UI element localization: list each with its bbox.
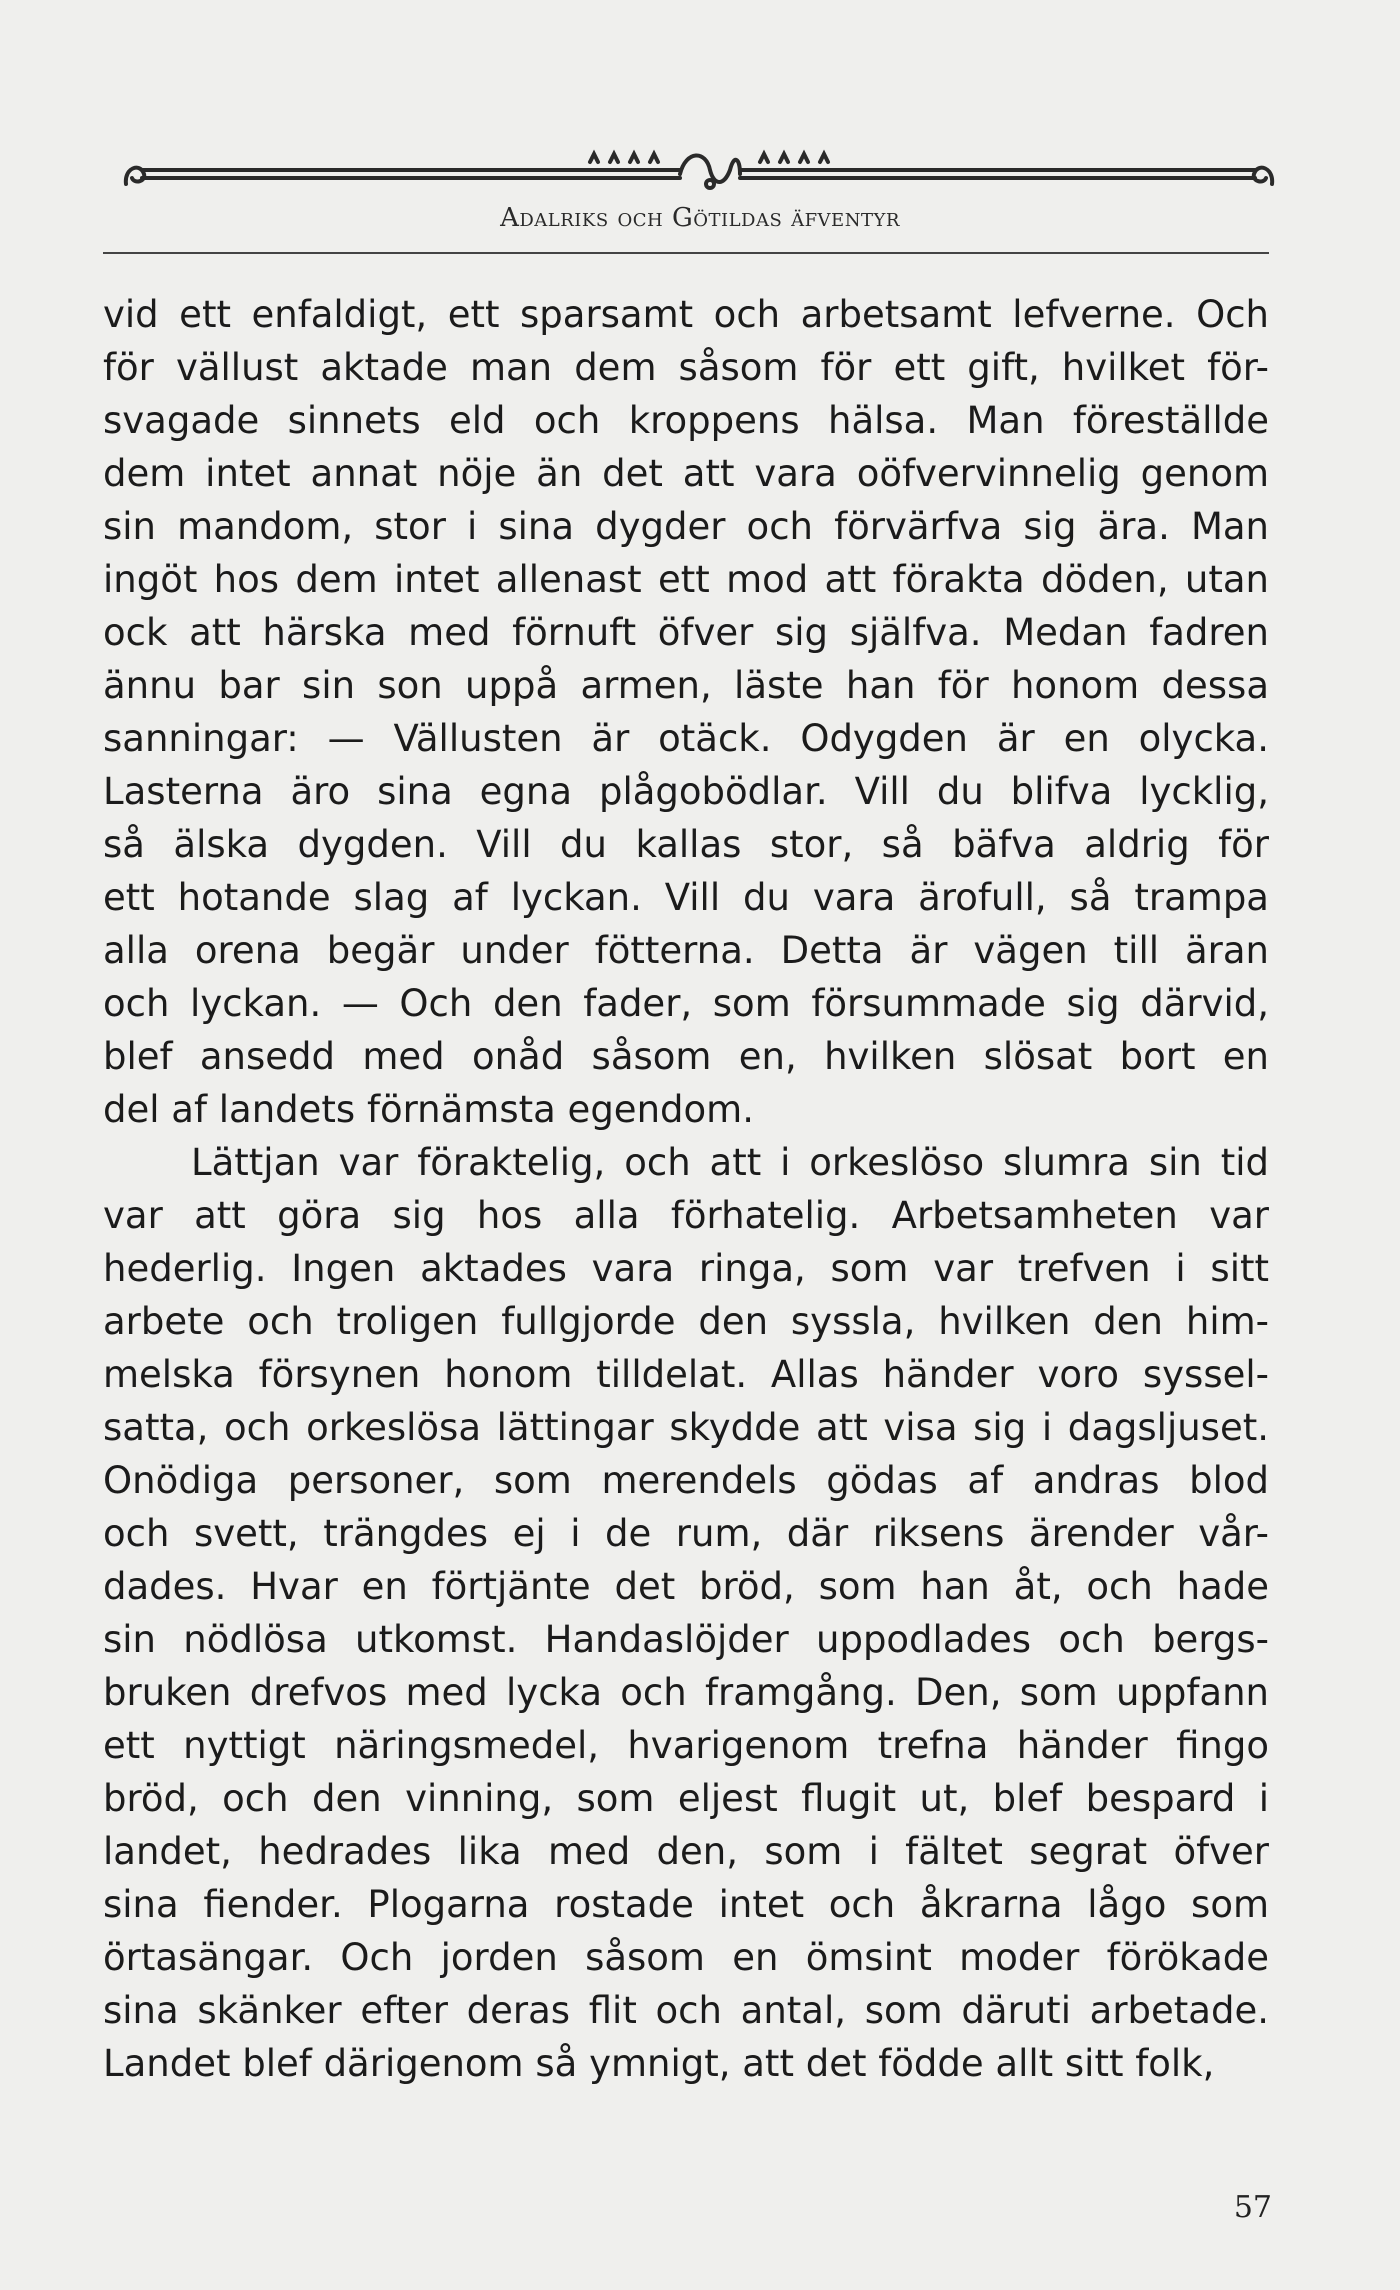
text-line: Lasterna äro sina egna plågobödlar. Vill du blifva lycklig, bbox=[103, 770, 1269, 813]
page-number: 57 bbox=[1233, 2190, 1272, 2225]
text-line: satta, och orkeslösa lättingar skydde att visa sig i dagsljuset. bbox=[103, 1406, 1269, 1449]
text-line: ett hotande slag af lyckan. Vill du vara ärofull, så trampa bbox=[103, 876, 1269, 919]
text-line: ock att härska med förnuft öfver sig själfva. Medan fadren bbox=[103, 611, 1269, 654]
text-line: alla orena begär under fötterna. Detta är vägen till äran bbox=[103, 929, 1269, 972]
text-line: och lyckan. — Och den fader, som försummade sig därvid, bbox=[103, 982, 1269, 1025]
text-line: del af landets förnämsta egendom. bbox=[103, 1088, 754, 1131]
header-rule bbox=[103, 252, 1269, 254]
text-line: Landet blef därigenom så ymnigt, att det födde allt sitt folk, bbox=[103, 2042, 1215, 2085]
text-line: bruken drefvos med lycka och framgång. Den, som uppfann bbox=[103, 1671, 1269, 1714]
text-line: ännu bar sin son uppå armen, läste han för honom dessa bbox=[103, 664, 1269, 707]
text-line: dades. Hvar en förtjänte det bröd, som han åt, och hade bbox=[103, 1565, 1269, 1608]
body-text bbox=[103, 288, 1269, 2090]
text-line: melska försynen honom tilldelat. Allas händer voro syssel- bbox=[103, 1353, 1269, 1396]
text-line: sina fiender. Plogarna rostade intet och åkrarna lågo som bbox=[103, 1883, 1269, 1926]
running-head: Adalriks och Götildas äfventyr bbox=[500, 203, 900, 233]
text-line: för vällust aktade man dem såsom för ett gift, hvilket för- bbox=[103, 346, 1269, 389]
text-line: arbete och troligen fullgjorde den syssla, hvilken den him- bbox=[103, 1300, 1269, 1343]
text-line: och svett, trängdes ej i de rum, där riksens ärender vår- bbox=[103, 1512, 1269, 1555]
text-line: vid ett enfaldigt, ett sparsamt och arbetsamt lefverne. Och bbox=[103, 293, 1269, 336]
text-line: landet, hedrades lika med den, som i fältet segrat öfver bbox=[103, 1830, 1269, 1873]
text-line: Lättjan var föraktelig, och att i orkeslöso slumra sin tid bbox=[191, 1141, 1269, 1184]
text-line: ingöt hos dem intet allenast ett mod att förakta döden, utan bbox=[103, 558, 1269, 601]
text-line: dem intet annat nöje än det att vara oöfvervinnelig genom bbox=[103, 452, 1269, 495]
text-line: Onödiga personer, som merendels gödas af andras blod bbox=[103, 1459, 1269, 1502]
text-line: ett nyttigt näringsmedel, hvarigenom trefna händer fingo bbox=[103, 1724, 1269, 1767]
text-line: sin mandom, stor i sina dygder och förvärfva sig ära. Man bbox=[103, 505, 1269, 548]
text-line: örtasängar. Och jorden såsom en ömsint moder förökade bbox=[103, 1936, 1269, 1979]
text-line: hederlig. Ingen aktades vara ringa, som var trefven i sitt bbox=[103, 1247, 1269, 1290]
text-line: svagade sinnets eld och kroppens hälsa. Man föreställde bbox=[103, 399, 1269, 442]
decorative-headpiece bbox=[120, 140, 1278, 190]
text-line: sin nödlösa utkomst. Handaslöjder uppodlades och bergs- bbox=[103, 1618, 1269, 1661]
text-line: så älska dygden. Vill du kallas stor, så bäfva aldrig för bbox=[103, 823, 1269, 866]
text-line: sanningar: — Vällusten är otäck. Odygden är en olycka. bbox=[103, 717, 1269, 760]
text-line: sina skänker efter deras flit och antal, som däruti arbetade. bbox=[103, 1989, 1269, 2032]
text-line: bröd, och den vinning, som eljest flugit ut, blef bespard i bbox=[103, 1777, 1269, 1820]
text-line: var att göra sig hos alla förhatelig. Arbetsamheten var bbox=[103, 1194, 1269, 1237]
text-line: blef ansedd med onåd såsom en, hvilken slösat bort en bbox=[103, 1035, 1269, 1078]
